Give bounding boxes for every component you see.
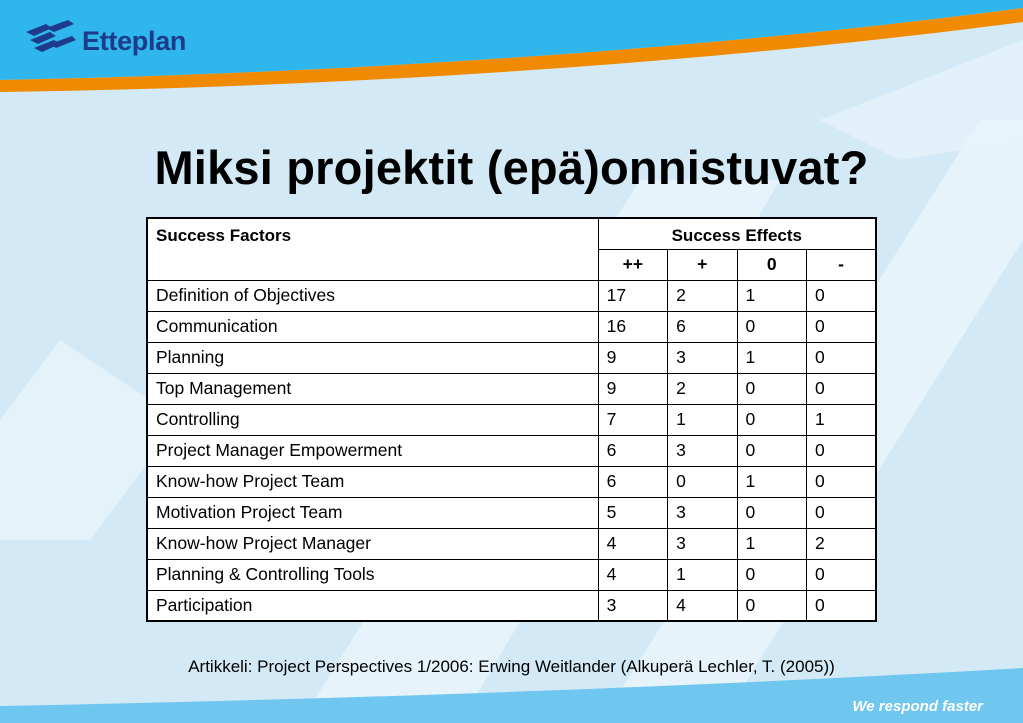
brand-name: Etteplan bbox=[82, 26, 187, 56]
value-cell: 4 bbox=[598, 559, 667, 590]
value-cell: 0 bbox=[737, 590, 806, 621]
value-cell: 0 bbox=[807, 342, 877, 373]
source-citation: Artikkeli: Project Perspectives 1/2006: Erwing Weitlander (Alkuperä Lechler, T. (2005)) bbox=[188, 657, 835, 676]
value-cell: 0 bbox=[737, 559, 806, 590]
value-cell: 0 bbox=[807, 311, 877, 342]
value-cell: 1 bbox=[737, 280, 806, 311]
slogan: We respond faster bbox=[852, 698, 983, 715]
factor-cell: Planning bbox=[147, 342, 598, 373]
effect-col-header: 0 bbox=[737, 249, 806, 280]
value-cell: 1 bbox=[807, 404, 877, 435]
table-row bbox=[147, 559, 876, 590]
value-cell: 9 bbox=[598, 342, 667, 373]
value-cell: 0 bbox=[737, 435, 806, 466]
value-cell: 6 bbox=[668, 311, 737, 342]
value-cell: 1 bbox=[668, 404, 737, 435]
value-cell: 3 bbox=[668, 435, 737, 466]
value-cell: 3 bbox=[668, 497, 737, 528]
value-cell: 9 bbox=[598, 373, 667, 404]
factor-cell: Project Manager Empowerment bbox=[147, 435, 598, 466]
effect-col-header: - bbox=[807, 249, 877, 280]
value-cell: 6 bbox=[598, 466, 667, 497]
factor-cell: Top Management bbox=[147, 373, 598, 404]
table-row bbox=[147, 435, 876, 466]
factor-cell: Know-how Project Team bbox=[147, 466, 598, 497]
table-row bbox=[147, 311, 876, 342]
table-row bbox=[147, 280, 876, 311]
value-cell: 1 bbox=[668, 559, 737, 590]
value-cell: 0 bbox=[807, 590, 877, 621]
value-cell: 6 bbox=[598, 435, 667, 466]
value-cell: 0 bbox=[737, 373, 806, 404]
value-cell: 0 bbox=[807, 373, 877, 404]
value-cell: 0 bbox=[807, 280, 877, 311]
factor-cell: Controlling bbox=[147, 404, 598, 435]
value-cell: 0 bbox=[807, 435, 877, 466]
effects-header: Success Effects bbox=[598, 218, 876, 249]
value-cell: 1 bbox=[737, 466, 806, 497]
factor-cell: Definition of Objectives bbox=[147, 280, 598, 311]
value-cell: 0 bbox=[737, 497, 806, 528]
factor-cell: Know-how Project Manager bbox=[147, 528, 598, 559]
value-cell: 4 bbox=[668, 590, 737, 621]
effect-col-header: + bbox=[668, 249, 737, 280]
value-cell: 17 bbox=[598, 280, 667, 311]
factor-cell: Communication bbox=[147, 311, 598, 342]
factor-cell: Planning & Controlling Tools bbox=[147, 559, 598, 590]
value-cell: 4 bbox=[598, 528, 667, 559]
factor-cell: Motivation Project Team bbox=[147, 497, 598, 528]
value-cell: 3 bbox=[668, 342, 737, 373]
value-cell: 0 bbox=[737, 311, 806, 342]
table-row bbox=[147, 497, 876, 528]
value-cell: 0 bbox=[807, 559, 877, 590]
factor-cell: Participation bbox=[147, 590, 598, 621]
table-row bbox=[147, 404, 876, 435]
value-cell: 0 bbox=[668, 466, 737, 497]
value-cell: 1 bbox=[737, 342, 806, 373]
success-factors-table bbox=[146, 217, 877, 622]
table-row bbox=[147, 466, 876, 497]
table-row bbox=[147, 373, 876, 404]
value-cell: 0 bbox=[807, 497, 877, 528]
value-cell: 1 bbox=[737, 528, 806, 559]
value-cell: 2 bbox=[668, 280, 737, 311]
factors-header: Success Factors bbox=[147, 218, 598, 280]
value-cell: 7 bbox=[598, 404, 667, 435]
value-cell: 5 bbox=[598, 497, 667, 528]
value-cell: 3 bbox=[598, 590, 667, 621]
slide-title: Miksi projektit (epä)onnistuvat? bbox=[154, 141, 869, 194]
value-cell: 16 bbox=[598, 311, 667, 342]
table-row bbox=[147, 590, 876, 621]
table-row bbox=[147, 528, 876, 559]
value-cell: 2 bbox=[807, 528, 877, 559]
value-cell: 0 bbox=[807, 466, 877, 497]
value-cell: 2 bbox=[668, 373, 737, 404]
effect-col-header: ++ bbox=[598, 249, 667, 280]
value-cell: 0 bbox=[737, 404, 806, 435]
table-row bbox=[147, 342, 876, 373]
value-cell: 3 bbox=[668, 528, 737, 559]
